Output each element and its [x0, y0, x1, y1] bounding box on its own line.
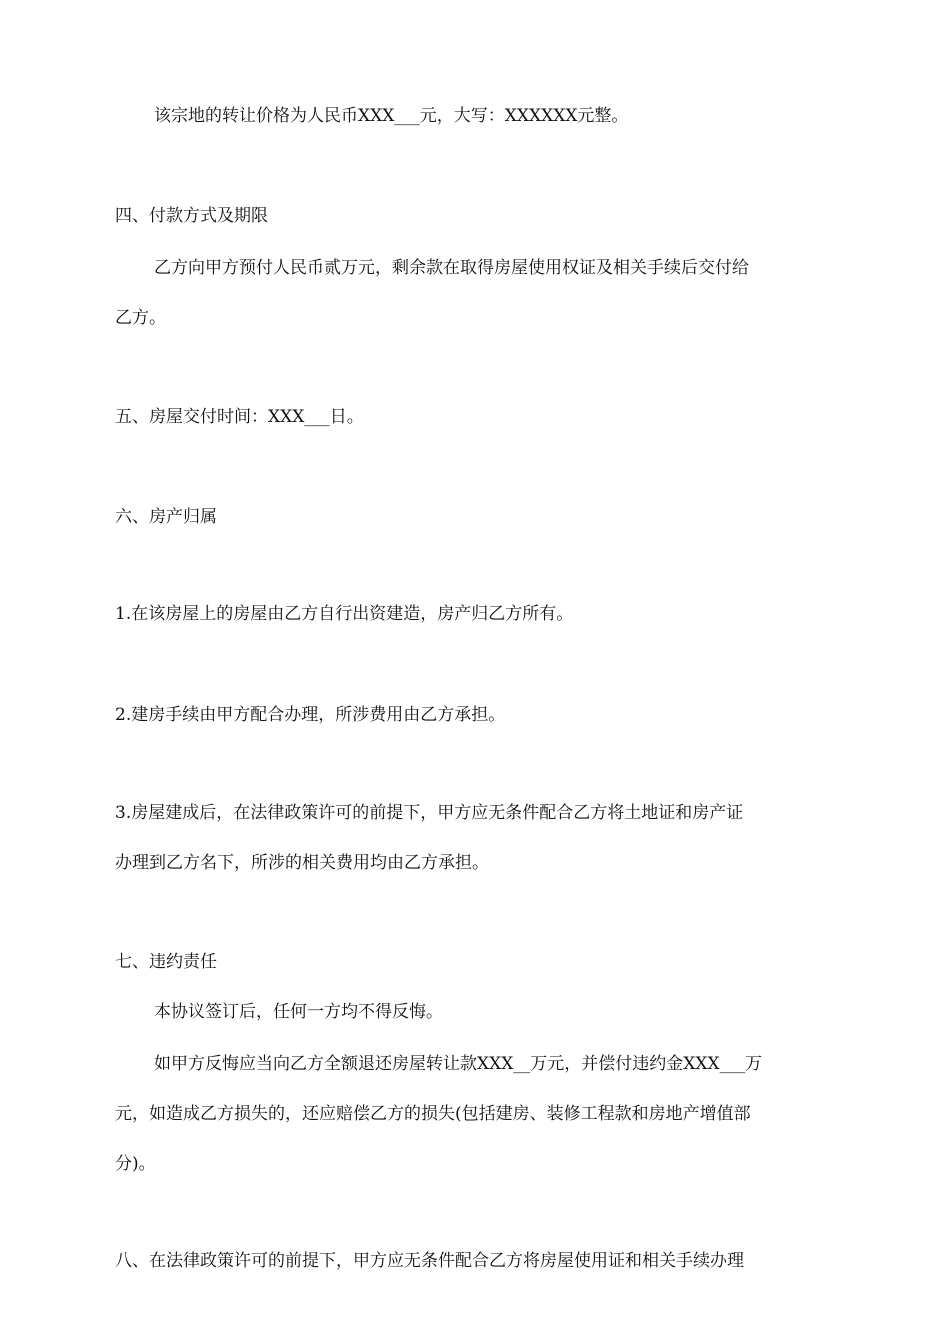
breach-paragraph-2-line-3: 分)。: [115, 1154, 156, 1174]
section-4-heading: 四、付款方式及期限: [115, 206, 268, 226]
payment-paragraph-line-1: 乙方向甲方预付人民币贰万元，剩余款在取得房屋使用权证及相关手续后交付给: [154, 258, 749, 278]
section-6-heading: 六、房产归属: [115, 507, 217, 527]
ownership-item-3-line-2: 办理到乙方名下，所涉的相关费用均由乙方承担。: [115, 853, 489, 873]
breach-paragraph-2-line-1: 如甲方反悔应当向乙方全额退还房屋转让款XXX__万元，并偿付违约金XXX___万: [154, 1054, 763, 1074]
breach-paragraph-1: 本协议签订后，任何一方均不得反悔。: [154, 1002, 443, 1022]
payment-paragraph-line-2: 乙方。: [115, 308, 166, 328]
section-8-line-1: 八、在法律政策许可的前提下，甲方应无条件配合乙方将房屋使用证和相关手续办理: [115, 1251, 744, 1271]
section-7-heading: 七、违约责任: [115, 952, 217, 972]
price-line: 该宗地的转让价格为人民币XXX___元，大写：XXXXXX元整。: [154, 106, 629, 126]
ownership-item-3-line-1: 3.房屋建成后，在法律政策许可的前提下，甲方应无条件配合乙方将土地证和房产证: [115, 803, 744, 823]
section-5-heading: 五、房屋交付时间：XXX___日。: [115, 407, 364, 427]
ownership-item-2: 2.建房手续由甲方配合办理，所涉费用由乙方承担。: [115, 705, 506, 725]
breach-paragraph-2-line-2: 元，如造成乙方损失的，还应赔偿乙方的损失(包括建房、装修工程款和房地产增值部: [115, 1104, 751, 1124]
ownership-item-1: 1.在该房屋上的房屋由乙方自行出资建造，房产归乙方所有。: [115, 604, 574, 624]
